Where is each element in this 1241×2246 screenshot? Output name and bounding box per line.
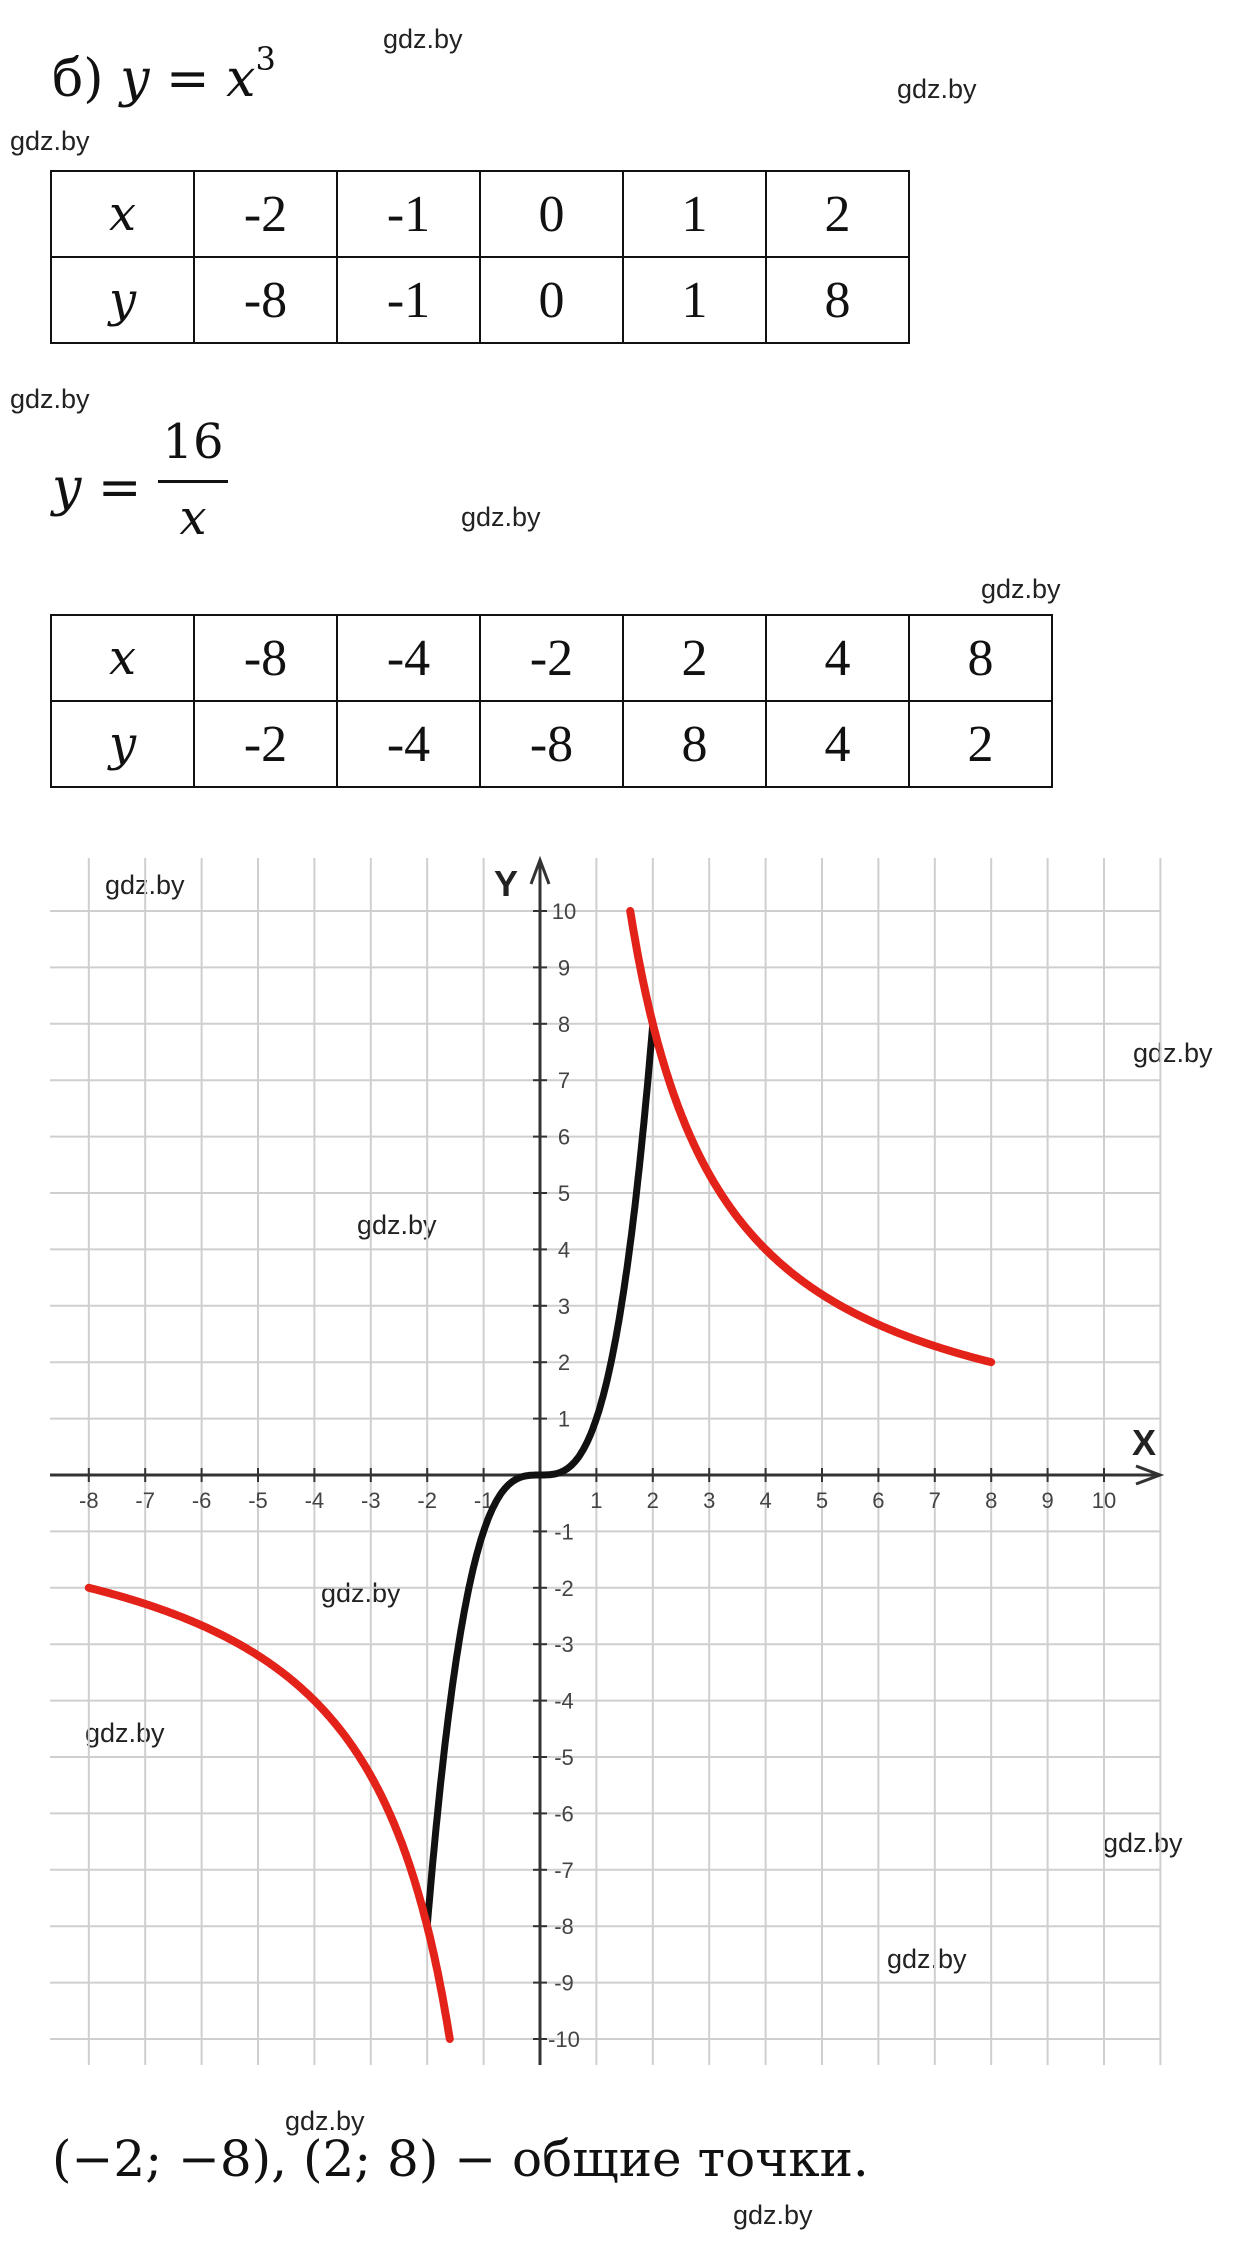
watermark: gdz.by (461, 502, 541, 532)
table-cell: 8 (909, 615, 1052, 701)
watermark: gdz.by (981, 574, 1061, 604)
table-header-cell: x (51, 615, 194, 701)
values-table-hyperbola (50, 614, 1053, 788)
x-tick-label: 10 (1091, 1488, 1117, 1513)
x-axis-label: X (1132, 1422, 1157, 1463)
table-cell: 0 (480, 171, 623, 257)
x-tick-label: 8 (985, 1488, 998, 1513)
watermark: gdz.by (887, 1944, 967, 1974)
table-cell: 1 (623, 257, 766, 343)
table-header-cell: y (51, 257, 194, 343)
table-row (51, 701, 1052, 787)
watermark: gdz.by (897, 74, 977, 104)
x-tick-label: 3 (703, 1488, 716, 1513)
y-tick-label: 10 (551, 899, 577, 924)
answer-text: (−2; −8), (2; 8) − общие точки. (52, 2130, 869, 2188)
values-table-cubic (50, 170, 910, 344)
table-cell: 0 (480, 257, 623, 343)
table-cell: -1 (337, 257, 480, 343)
eq-lhs: y (52, 458, 82, 518)
y-tick-label: 3 (557, 1293, 571, 1319)
y-tick-label: 9 (557, 955, 571, 981)
eq-sign: = (166, 49, 210, 109)
y-axis-label: Y (494, 863, 519, 904)
table-cell: -1 (337, 171, 480, 257)
fraction-numerator: 16 (162, 414, 224, 470)
watermark: gdz.by (1133, 1038, 1213, 1068)
watermark: gdz.by (85, 1718, 165, 1748)
table-cell: 1 (623, 171, 766, 257)
eq-exponent: 3 (255, 40, 276, 78)
y-tick-label: 2 (557, 1350, 571, 1376)
y-tick-label: -8 (554, 1914, 574, 1940)
table-cell: 4 (766, 701, 909, 787)
y-tick-label: 8 (557, 1011, 571, 1037)
table-cell: 8 (766, 257, 909, 343)
table-cell: 2 (623, 615, 766, 701)
y-tick-label: -7 (554, 1857, 574, 1883)
eq-lhs: y (120, 49, 150, 109)
watermark: gdz.by (383, 24, 463, 54)
x-tick-label: -5 (248, 1488, 268, 1513)
x-tick-label: 1 (590, 1488, 603, 1513)
watermark: gdz.by (321, 1578, 401, 1608)
x-tick-label: -7 (135, 1488, 155, 1513)
function-graph (0, 850, 1241, 2090)
table-cell: -4 (337, 701, 480, 787)
table-row (51, 257, 909, 343)
table-cell: 2 (766, 171, 909, 257)
y-tick-label: 6 (557, 1124, 571, 1150)
table-cell: -2 (480, 615, 623, 701)
y-tick-label: -9 (554, 1970, 574, 1996)
watermark: gdz.by (105, 870, 185, 900)
y-tick-label: -2 (554, 1575, 574, 1601)
watermark: gdz.by (10, 384, 90, 414)
table-cell: -8 (194, 257, 337, 343)
y-tick-label: 1 (557, 1406, 571, 1432)
y-tick-label: -1 (554, 1519, 574, 1545)
table-cell: -4 (337, 615, 480, 701)
y-tick-label: -4 (554, 1688, 574, 1714)
x-tick-label: 6 (872, 1488, 885, 1513)
table-row (51, 171, 909, 257)
table-cell: -2 (194, 171, 337, 257)
y-tick-label: -3 (554, 1632, 574, 1658)
part-label: б) (52, 49, 104, 109)
x-tick-label: 7 (928, 1488, 941, 1513)
table-cell: -2 (194, 701, 337, 787)
x-tick-label: 4 (759, 1488, 772, 1513)
fraction-bar (158, 480, 228, 483)
x-tick-label: -8 (79, 1488, 99, 1513)
y-tick-label: 4 (557, 1237, 571, 1263)
watermark: gdz.by (1103, 1828, 1183, 1858)
table-cell: 8 (623, 701, 766, 787)
eq-sign: = (97, 458, 142, 518)
watermark: gdz.by (285, 2106, 365, 2136)
watermark: gdz.by (357, 1210, 437, 1240)
y-tick-label: 5 (557, 1181, 571, 1206)
y-tick-label: -6 (554, 1801, 574, 1827)
x-tick-label: -2 (417, 1488, 437, 1513)
table-header-cell: y (51, 701, 194, 787)
cubic-equation (52, 40, 276, 109)
eq-rhs: x (226, 49, 256, 109)
table-cell: 2 (909, 701, 1052, 787)
table-header-cell: x (51, 171, 194, 257)
x-tick-label: -3 (361, 1488, 381, 1513)
x-tick-label: -4 (304, 1488, 325, 1513)
table-cell: -8 (194, 615, 337, 701)
y-tick-label: -5 (554, 1745, 574, 1770)
y-tick-label: 7 (557, 1068, 571, 1094)
x-tick-label: -6 (191, 1488, 212, 1513)
x-tick-label: 2 (646, 1488, 659, 1513)
table-row (51, 615, 1052, 701)
fraction-denominator: x (179, 490, 207, 546)
x-tick-label: 5 (815, 1488, 829, 1513)
x-tick-label: -1 (473, 1488, 494, 1513)
watermark: gdz.by (733, 2200, 813, 2230)
table-cell: 4 (766, 615, 909, 701)
x-tick-label: 9 (1041, 1488, 1054, 1513)
hyperbola-equation (52, 458, 142, 518)
table-cell: -8 (480, 701, 623, 787)
y-tick-label: -10 (548, 2027, 580, 2052)
watermark: gdz.by (10, 126, 90, 156)
